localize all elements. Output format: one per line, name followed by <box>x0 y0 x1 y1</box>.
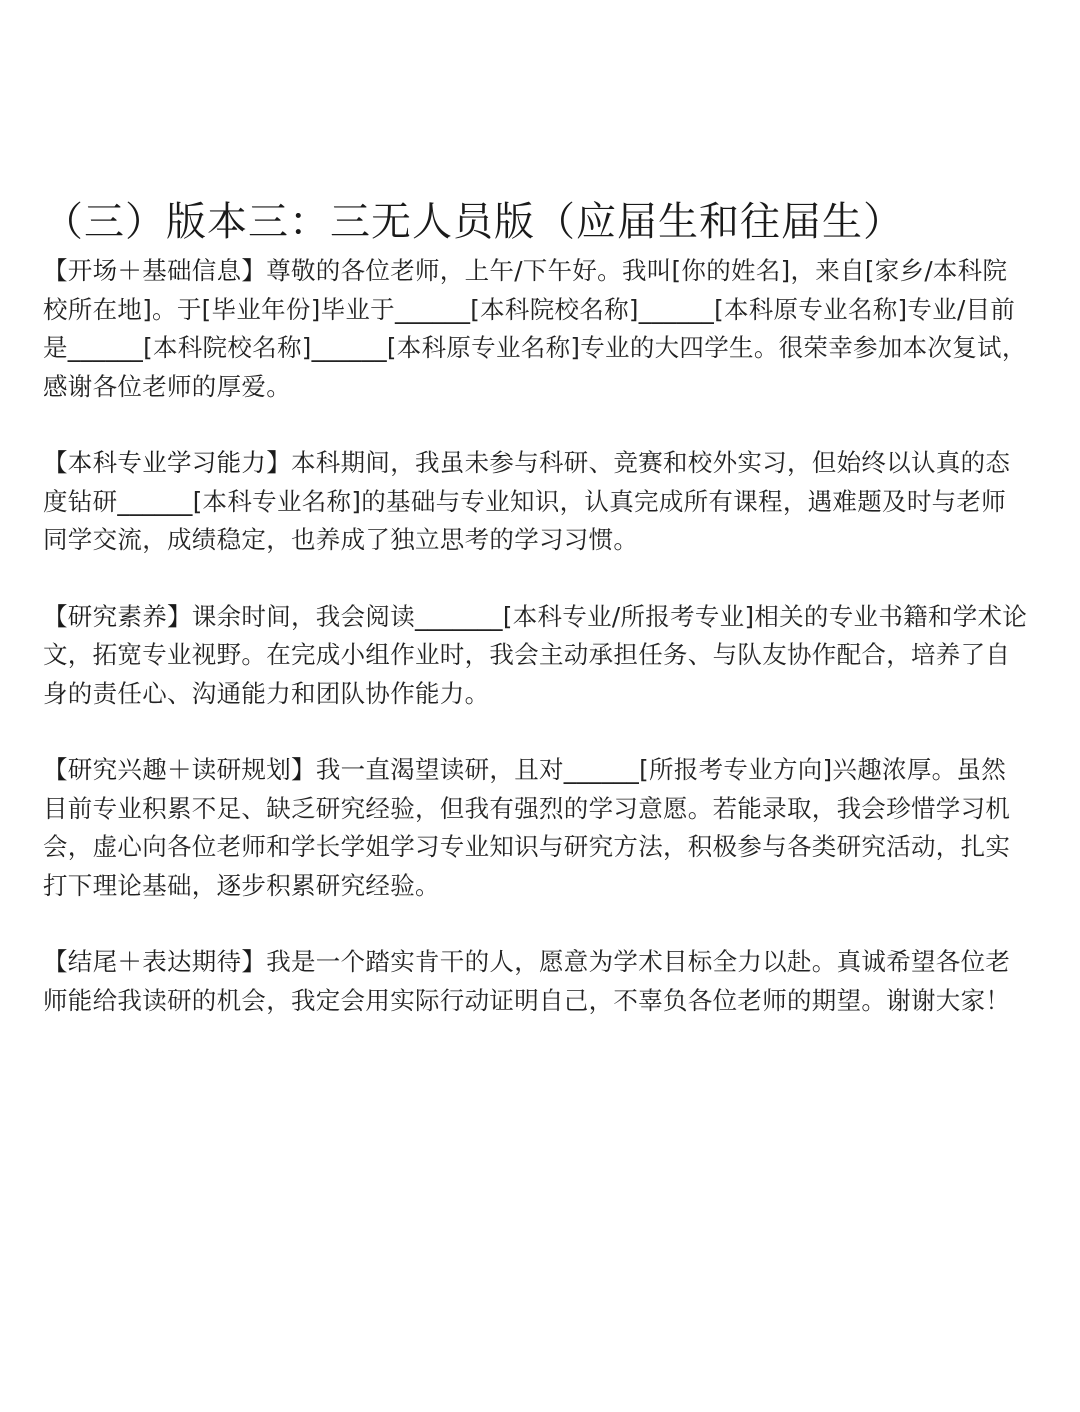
paragraph-research-interest <box>43 751 1028 905</box>
paragraph-text: 本科期间，我虽未参与科研、竞赛和校外实习，但始终以认真的态度钻研______[本科专业名称]的基础与专业知识，认真完成所有课程，遇难题及时与老师同学交流，成绩稳定，也养成了独立思考的学习习惯。 <box>43 448 1011 554</box>
paragraph-opening <box>43 252 1028 406</box>
section-title: （三）版本三：三无人员版（应届生和往届生） <box>43 199 904 245</box>
paragraph-tag: 【结尾＋表达期待】 <box>43 947 267 976</box>
paragraph-tag: 【开场＋基础信息】 <box>43 256 267 285</box>
paragraph-tag: 【本科专业学习能力】 <box>43 448 291 477</box>
paragraph-research-literacy <box>43 598 1028 714</box>
paragraph-text: 课余时间，我会阅读_______[本科专业/所报考专业]相关的专业书籍和学术论文，拓宽专业视野。在完成小组作业时，我会主动承担任务、与队友协作配合，培养了自身的责任心、沟通能力和团队协作能力。 <box>43 601 1028 708</box>
paragraph-tag: 【研究兴趣＋读研规划】 <box>43 755 316 784</box>
paragraph-text: 我是一个踏实肯干的人，愿意为学术目标全力以赴。真诚希望各位老师能给我读研的机会，我定会用实际行动证明自己，不辜负各位老师的期望。谢谢大家！ <box>43 947 1011 1015</box>
paragraph-text: 我一直渴望读研，且对______[所报考专业方向]兴趣浓厚。虽然目前专业积累不足、缺乏研究经验，但我有强烈的学习意愿。若能录取，我会珍惜学习机会，虚心向各位老师和学长学姐学习专业知识与研究方法，积极参与各类研究活动，扎实打下理论基础，逐步积累研究经验。 <box>43 755 1011 900</box>
paragraph-study-ability <box>43 444 1028 560</box>
document-body <box>43 196 1028 1058</box>
paragraph-text: 尊敬的各位老师，上午/下午好。我叫[你的姓名]，来自[家乡/本科院校所在地]。于[毕业年份]毕业于______[本科院校名称]______[本科原专业名称]专业/目前是______[本科院校名称]______[本科原专业名称]专业的大四学生。很荣幸参加本次复试，感谢各位老师的厚爱。 <box>43 256 1027 401</box>
paragraph-closing <box>43 943 1028 1020</box>
paragraph-tag: 【研究素养】 <box>43 601 192 631</box>
